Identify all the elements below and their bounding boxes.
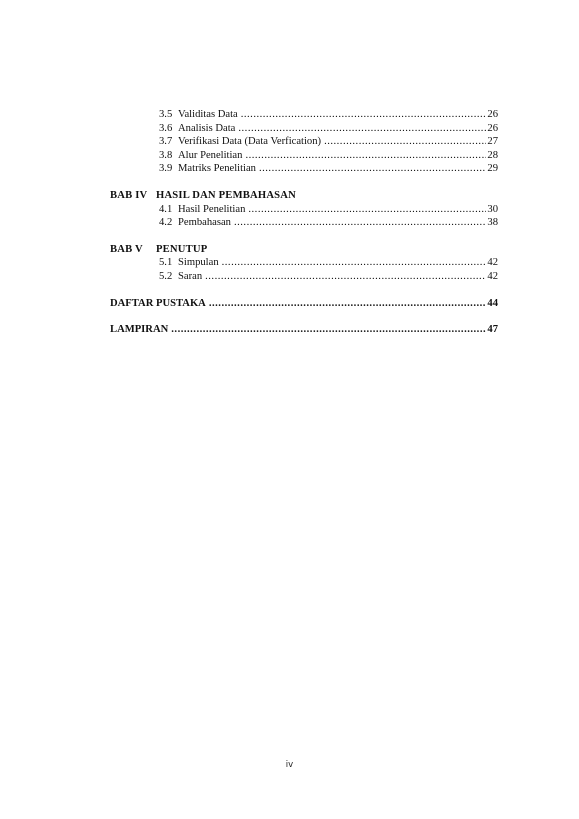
dot-leader bbox=[324, 135, 486, 149]
toc-entry-lampiran[interactable] bbox=[110, 323, 498, 337]
table-of-contents bbox=[110, 108, 498, 337]
toc-page-number: 28 bbox=[487, 149, 498, 161]
chapter-title: HASIL DAN PEMBAHASAN bbox=[156, 189, 296, 201]
toc-entry-4-1[interactable] bbox=[110, 203, 498, 217]
toc-entry-label: 5.1 Simpulan bbox=[159, 257, 219, 269]
chapter-number: BAB V bbox=[110, 243, 143, 255]
toc-page-number: 27 bbox=[487, 136, 498, 148]
chapter-heading-bab-5[interactable] bbox=[110, 243, 498, 257]
toc-page-number: 30 bbox=[487, 203, 498, 215]
toc-page-number: 47 bbox=[487, 324, 498, 336]
toc-entry-label: 4.1 Hasil Penelitian bbox=[159, 203, 246, 215]
toc-entry-label: 5.2 Saran bbox=[159, 270, 203, 282]
dot-leader bbox=[171, 323, 486, 337]
toc-entry-3-6[interactable] bbox=[110, 122, 498, 136]
dot-leader bbox=[205, 270, 486, 284]
toc-entry-5-1[interactable] bbox=[110, 256, 498, 270]
toc-page-number: 42 bbox=[487, 270, 498, 282]
toc-page-number: 44 bbox=[487, 297, 498, 309]
toc-entry-label: DAFTAR PUSTAKA bbox=[110, 297, 206, 309]
page-number-footer: iv bbox=[285, 760, 294, 770]
chapter-title: PENUTUP bbox=[156, 243, 208, 255]
dot-leader bbox=[222, 256, 487, 270]
toc-entry-3-8[interactable] bbox=[110, 149, 498, 163]
toc-entry-label: 3.7 Verifikasi Data (Data Verfication) bbox=[159, 136, 322, 148]
spacer bbox=[110, 310, 498, 323]
dot-leader bbox=[245, 149, 486, 163]
chapter-number: BAB IV bbox=[110, 189, 148, 201]
toc-entry-5-2[interactable] bbox=[110, 270, 498, 284]
toc-entry-label: 3.8 Alur Penelitian bbox=[159, 149, 243, 161]
toc-entry-label: 3.6 Analisis Data bbox=[159, 122, 236, 134]
toc-page-number: 26 bbox=[487, 122, 498, 134]
toc-page-number: 42 bbox=[487, 257, 498, 269]
toc-page-number: 38 bbox=[487, 217, 498, 229]
toc-page-number: 29 bbox=[487, 163, 498, 175]
dot-leader bbox=[259, 162, 486, 176]
toc-entry-4-2[interactable] bbox=[110, 216, 498, 230]
toc-entry-label: LAMPIRAN bbox=[110, 324, 169, 336]
spacer bbox=[110, 230, 498, 243]
chapter-heading-bab-4[interactable] bbox=[110, 189, 498, 203]
dot-leader bbox=[234, 216, 486, 230]
toc-entry-daftar-pustaka[interactable] bbox=[110, 297, 498, 311]
toc-entry-3-9[interactable] bbox=[110, 162, 498, 176]
dot-leader bbox=[238, 122, 486, 136]
dot-leader bbox=[209, 297, 487, 311]
dot-leader bbox=[248, 203, 486, 217]
dot-leader bbox=[241, 108, 487, 122]
toc-page-number: 26 bbox=[487, 109, 498, 120]
spacer bbox=[110, 176, 498, 189]
toc-entry-3-5[interactable] bbox=[110, 108, 498, 122]
toc-entry-3-7[interactable] bbox=[110, 135, 498, 149]
toc-entry-label: 4.2 Pembahasan bbox=[159, 217, 231, 229]
spacer bbox=[110, 284, 498, 297]
toc-entry-label: 3.9 Matriks Penelitian bbox=[159, 163, 256, 175]
toc-entry-label: 3.5 Validitas Data bbox=[159, 109, 238, 120]
